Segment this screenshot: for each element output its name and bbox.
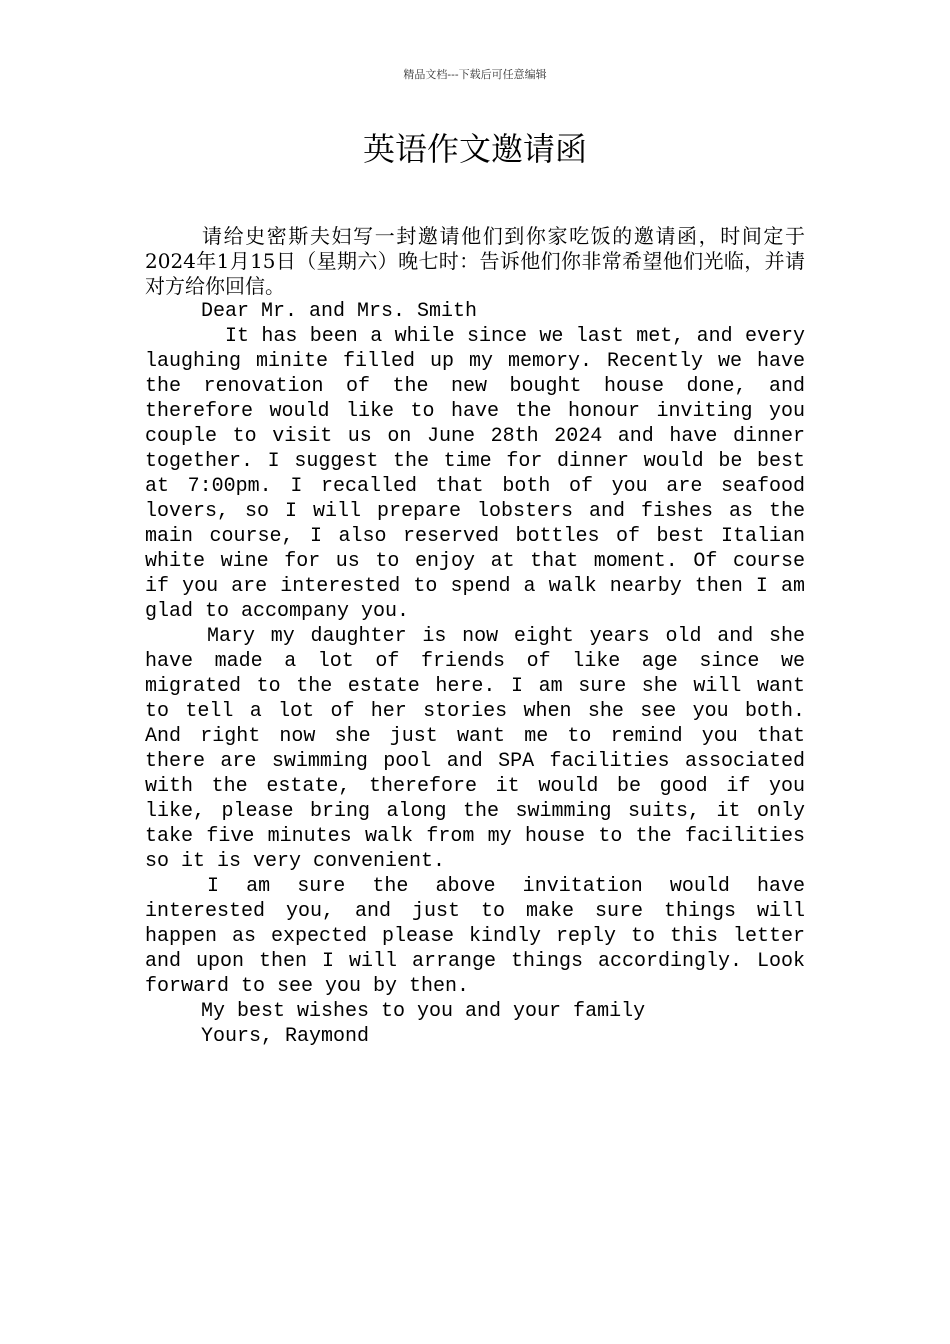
letter-paragraph-1: It has been a while since we last met, and every laughing minite filled up my memory. Recently we have the renovation of the new bought house done, and therefore would like to have the honour inviting you couple to visit us on June 28th 2024 and have dinner together. I suggest the time for dinner would be best at 7:00pm. I recalled that both of you are seafood lovers, so I will prepare lobsters and fishes as the main course, I also reserved bottles of best Italian white wine for us to enjoy at that moment. Of course if you are interested to spend a walk nearby then I am glad to accompany you. — [145, 325, 805, 623]
essay-prompt: 请给史密斯夫妇写一封邀请他们到你家吃饭的邀请函，时间定于2024年1月15日（星期六）晚七时：告诉他们你非常希望他们光临，并请对方给你回信。 — [145, 224, 805, 298]
letter — [145, 299, 805, 1049]
letter-signoff: Yours, Raymond — [201, 1025, 370, 1048]
header-note: 精品文档---下载后可任意编辑 — [403, 68, 547, 81]
letter-paragraph-3: I am sure the above invitation would have interested you, and just to make sure things will happen as expected please kindly reply to this letter and upon then I will arrange things accordingly. Look forward to see you by then. — [145, 875, 805, 998]
document-title: 英语作文邀请函 — [362, 130, 587, 168]
letter-paragraph-2: Mary my daughter is now eight years old and she have made a lot of friends of like age since we migrated to the estate here. I am sure she will want to tell a lot of her stories when she see you both. And right now she just want me to remind you that there are swimming pool and SPA facilities associated with the estate, therefore it would be good if you like, please bring along the swimming suits, it only take five minutes walk from my house to the facilities so it is very convenient. — [145, 625, 805, 873]
letter-salutation: Dear Mr. and Mrs. Smith — [201, 300, 478, 323]
document-body — [145, 224, 805, 1049]
letter-wishes: My best wishes to you and your family — [201, 1000, 646, 1023]
